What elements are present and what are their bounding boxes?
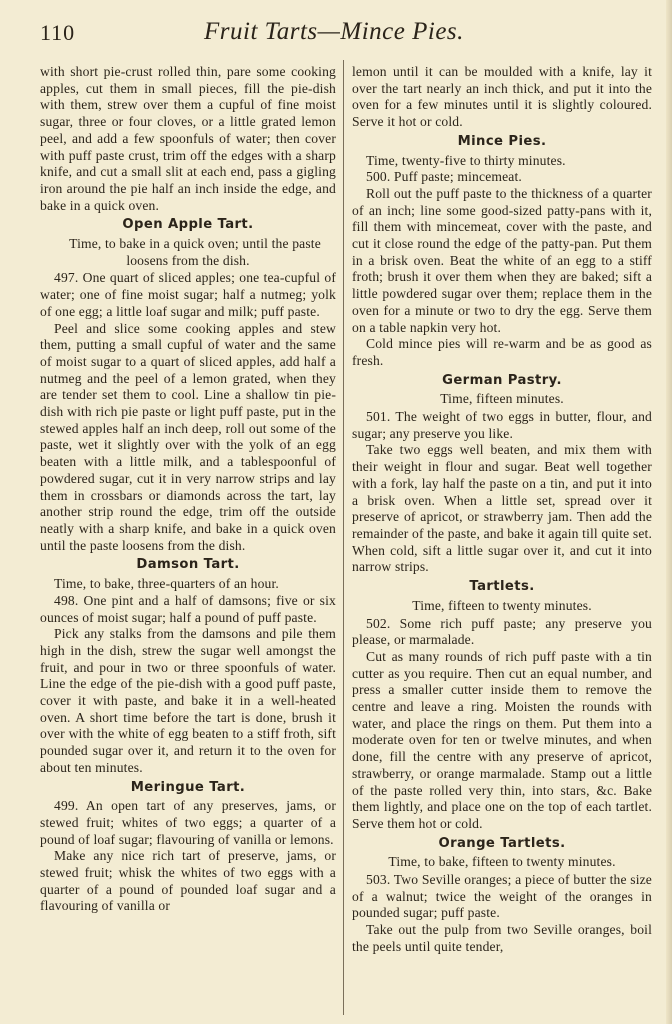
- recipe-title-open-apple-tart: Open Apple Tart.: [122, 217, 254, 233]
- recipe-title-german-pastry: German Pastry.: [442, 372, 562, 388]
- recipe-title-meringue-tart: Meringue Tart.: [130, 779, 246, 795]
- recipe-note: Cold mince pies will re-warm and be as good as fresh.: [352, 336, 652, 368]
- recipe-ingredients: 497. One quart of sliced apples; one tea-cupful of water; one of fine moist sugar; half a nutmeg; yolk of one egg; a little loaf sugar and milk; puff paste.: [40, 270, 336, 319]
- recipe-time: Time, twenty-five to thirty minutes.: [366, 152, 566, 168]
- recipe-title-tartlets: Tartlets.: [469, 579, 535, 595]
- right-column: [352, 64, 652, 1014]
- recipe-time: Time, to bake, fifteen to twenty minutes.: [388, 854, 616, 870]
- recipe-ingredients: 503. Two Seville oranges; a piece of butter the size of a walnut; twice the weight of the oranges in pounded sugar; puff paste.: [352, 872, 652, 921]
- recipe-method: Pick any stalks from the damsons and pile them high in the dish, strew the sugar well amongst the fruit, and pour in two or three spoonfuls of water. Line the edge of the pie-dish with a good puff paste, cover it with paste, and bake it in a well-heated oven. A short time before the tart is done, brush it over with the white of egg beaten to a stiff froth, sift pounded sugar over it, and return it to the oven for about ten minutes.: [40, 626, 336, 775]
- recipe-time: Time, fifteen to twenty minutes.: [412, 597, 592, 613]
- recipe-method: Make any nice rich tart of preserve, jams, or stewed fruit; whisk the whites of two eggs with a quarter of a pound of pounded loaf sugar and a flavouring of vanilla or: [40, 848, 336, 914]
- recipe-ingredients: 499. An open tart of any preserves, jams, or stewed fruit; whites of two eggs; a quarter of a pound of loaf sugar; flavouring of vanilla or lemons.: [40, 798, 336, 847]
- recipe-title-orange-tartlets: Orange Tartlets.: [438, 835, 566, 851]
- recipe-ingredients: 502. Some rich puff paste; any preserve you please, or marmalade.: [352, 615, 652, 648]
- continued-paragraph: lemon until it can be moulded with a knife, lay it over the tart nearly an inch thick, and put it into the oven for a few minutes until it is slightly coloured. Serve it hot or cold.: [352, 64, 652, 130]
- recipe-time: Time, to bake in a quick oven; until the paste loosens from the dish.: [69, 236, 321, 268]
- recipe-ingredients: 500. Puff paste; mincemeat.: [366, 169, 522, 185]
- column-divider: [343, 60, 344, 1015]
- recipe-ingredients: 498. One pint and a half of damsons; five or six ounces of moist sugar; half a pound of puff paste.: [40, 592, 336, 625]
- recipe-title-mince-pies: Mince Pies.: [457, 133, 547, 149]
- recipe-method: Take out the pulp from two Seville oranges, boil the peels until quite tender,: [352, 922, 652, 954]
- recipe-time: Time, fifteen minutes.: [440, 391, 564, 407]
- recipe-time: Time, to bake, three-quarters of an hour.: [54, 576, 279, 592]
- recipe-method: Roll out the puff paste to the thickness of a quarter of an inch; line some good-sized patty-pans with it, fill them with mincemeat, cover with the paste, and cut it close round the edge of the patty-pan. Put them in a brisk oven. Beat the white of an egg to a stiff froth; brush it over them when they are baked; sift a little powdered sugar over them; replace them in the oven for a minute or two to dry the egg. Serve them on a table napkin very hot.: [352, 185, 652, 335]
- recipe-method: Take two eggs well beaten, and mix them with their weight in flour and sugar. Beat well together with a fork, lay half the paste on a tin, and put it into a brisk oven. When a little set, spread over it preserve of apricot, or strawberry jam. Then add the remainder of the paste, and bake it again till quite set. When cold, sift a little sugar over it, and cut it into narrow strips.: [352, 442, 652, 575]
- page-number: 110: [40, 20, 76, 45]
- recipe-ingredients: 501. The weight of two eggs in butter, flour, and sugar; any preserve you like.: [352, 409, 652, 441]
- page-edge: [666, 0, 672, 1024]
- intro-paragraph: with short pie-crust rolled thin, pare some cooking apples, cut them in small pieces, fill the pie-dish with them, strew over them a cupful of fine moist sugar, three or four cloves, or a little grated lemon peel, and add a few spoonfuls of water; then cover with puff paste crust, trim off the edges with a sharp knife, and cut a small slit at each end, pass a gigling iron around the pie half an inch inside the edge, and bake in a quick oven.: [40, 64, 336, 213]
- recipe-title-damson-tart: Damson Tart.: [136, 557, 240, 573]
- running-title: Fruit Tarts—Mince Pies.: [204, 18, 464, 45]
- recipe-method: Cut as many rounds of rich puff paste with a tin cutter as you require. Then cut an equal number, and press a smaller cutter inside them to remove the centre and leave a ring. Moisten the rounds with water, and place the rings on them. Put them into a moderate oven for ten or twelve minutes, and when done, fill the centre with any preserve of apricot, strawberry, or orange marmalade. Stamp out a little of the paste rolled very thin, into stars, &c. Bake them lightly, and place one on the top of each tartlet. Serve them hot or cold.: [352, 648, 652, 831]
- page-header: [40, 14, 660, 54]
- left-column: [40, 64, 336, 1014]
- recipe-method: Peel and slice some cooking apples and stew them, putting a small cupful of water and the same of moist sugar to a quart of sliced apples, add half a nutmeg and the peel of a lemon grated, when they are tender set them to cool. Line a shallow tin pie-dish with rich pie paste or light puff paste, put in the stewed apples half an inch deep, roll out some of the paste, wet it slightly over with the yolk of an egg beaten with a little milk, and a tablespoonful of powdered sugar, cut it in very narrow strips and lay them in crossbars or diamonds across the tart, lay another strip round the edge, trim off the outside neatly with a sharp knife, and bake in a quick oven until the paste loosens from the dish.: [40, 320, 336, 553]
